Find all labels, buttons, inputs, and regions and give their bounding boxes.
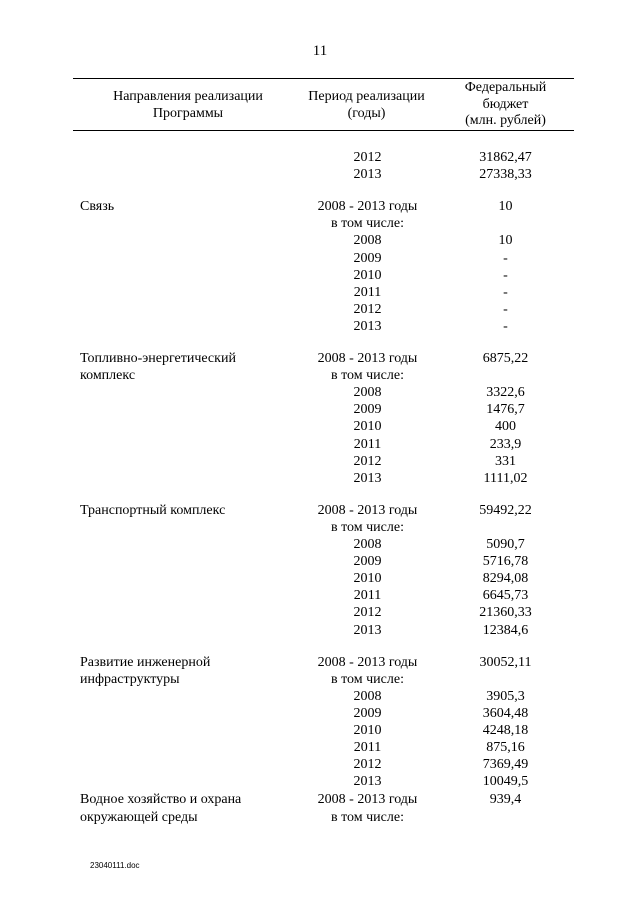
table-row	[0, 553, 640, 570]
table-row	[0, 215, 640, 232]
row-direction: Развитие инженерной	[80, 654, 211, 670]
table-row	[0, 722, 640, 739]
row-period: 2012	[353, 605, 382, 621]
row-budget: 8294,08	[482, 571, 529, 587]
row-budget: 5716,78	[482, 554, 529, 570]
table-row	[0, 401, 640, 418]
table-row	[0, 791, 640, 808]
row-budget: 331	[495, 453, 516, 469]
row-budget: 12384,6	[482, 622, 529, 638]
row-budget: 1476,7	[486, 402, 525, 418]
row-period: в том числе:	[331, 216, 404, 232]
table-row	[0, 587, 640, 604]
table-row	[0, 570, 640, 587]
row-period: 2009	[353, 250, 382, 266]
row-period: 2009	[353, 705, 382, 721]
table-row	[0, 453, 640, 470]
table-row	[0, 519, 640, 536]
row-budget: 939,4	[489, 792, 522, 808]
row-budget: 6875,22	[482, 351, 529, 366]
row-budget: 5090,7	[486, 537, 525, 552]
row-period: в том числе:	[331, 809, 404, 825]
row-budget: 1111,02	[483, 470, 528, 486]
row-budget: 59492,22	[479, 502, 532, 518]
row-period: 2011	[353, 588, 382, 604]
table-row	[0, 367, 640, 384]
header-budget-line-3: (млн. рублей)	[465, 113, 546, 128]
row-period: 2008 - 2013 годы	[317, 654, 418, 670]
table-row	[0, 739, 640, 756]
row-direction: инфраструктуры	[80, 671, 180, 687]
page-number: 11	[312, 43, 328, 59]
row-budget: 6645,73	[482, 588, 529, 604]
row-period: 2012	[353, 150, 382, 165]
row-direction: окружающей среды	[80, 809, 198, 825]
row-period: 2013	[353, 318, 382, 334]
row-direction: Транспортный комплекс	[80, 502, 226, 518]
row-period: 2010	[353, 419, 382, 435]
table-row	[0, 773, 640, 790]
row-period: 2008 - 2013 годы	[317, 792, 418, 808]
row-budget: 233,9	[489, 436, 522, 452]
row-budget: -	[503, 267, 508, 283]
row-period: 2008	[353, 385, 382, 401]
row-budget: 31862,47	[479, 150, 532, 165]
table-row	[0, 198, 640, 215]
row-direction: Топливно-энергетический	[80, 351, 236, 366]
row-budget: 27338,33	[479, 167, 532, 183]
row-budget: 10	[498, 199, 513, 215]
table-row	[0, 436, 640, 453]
row-budget: -	[503, 284, 508, 300]
row-budget: -	[503, 301, 508, 317]
table-row	[0, 232, 640, 249]
row-period: 2011	[353, 284, 382, 300]
row-period: 2013	[353, 470, 382, 486]
table-row	[0, 604, 640, 621]
row-budget: 875,16	[486, 740, 525, 756]
row-budget: 3322,6	[486, 385, 525, 401]
row-period: в том числе:	[331, 671, 404, 687]
header-period-line-1: Период реализации	[308, 89, 425, 104]
row-direction: Связь	[80, 199, 115, 215]
row-budget: 3604,48	[482, 705, 529, 721]
row-budget: 4248,18	[482, 723, 529, 738]
table-row	[0, 809, 640, 826]
row-period: 2013	[353, 622, 382, 638]
row-budget: -	[503, 250, 508, 266]
table-row	[0, 350, 640, 367]
row-budget: 400	[495, 419, 516, 435]
row-period: в том числе:	[331, 519, 404, 535]
row-period: 2009	[353, 554, 382, 570]
row-period: 2010	[353, 723, 382, 738]
table-row	[0, 654, 640, 671]
table-row	[0, 688, 640, 705]
row-period: 2011	[353, 436, 382, 452]
row-period: 2008 - 2013 годы	[317, 199, 418, 215]
row-budget: 3905,3	[486, 688, 525, 704]
table-row	[0, 149, 640, 166]
header-direction-line-2: Программы	[152, 105, 224, 121]
table-row	[0, 622, 640, 639]
table-row	[0, 502, 640, 519]
row-budget: 7369,49	[482, 757, 529, 773]
row-period: 2008 - 2013 годы	[317, 502, 418, 518]
row-budget: 10049,5	[482, 774, 529, 790]
header-budget-line-2: бюджет	[482, 96, 529, 112]
table-row	[0, 267, 640, 284]
row-period: 2008	[353, 688, 382, 704]
table-row	[0, 384, 640, 401]
row-period: 2011	[353, 740, 382, 756]
table-row	[0, 536, 640, 553]
row-period: в том числе:	[331, 368, 404, 384]
row-period: 2010	[353, 571, 382, 587]
row-period: 2009	[353, 402, 382, 418]
row-budget: 21360,33	[479, 605, 532, 621]
row-direction: комплекс	[80, 368, 136, 384]
file-name: 23040111.doc	[90, 861, 140, 870]
row-budget: -	[503, 318, 508, 334]
table-row	[0, 470, 640, 487]
table-row	[0, 166, 640, 183]
table-row	[0, 705, 640, 722]
header-budget-line-1: Федеральный	[464, 80, 547, 95]
row-period: 2012	[353, 453, 382, 469]
header-period-line-2: (годы)	[347, 105, 386, 121]
row-direction: Водное хозяйство и охрана	[80, 792, 242, 808]
table-row	[0, 250, 640, 267]
row-period: 2013	[353, 774, 382, 790]
table-row	[0, 671, 640, 688]
row-period: 2012	[353, 757, 382, 773]
table-row	[0, 284, 640, 301]
row-period: 2008	[353, 233, 382, 249]
row-period: 2012	[353, 301, 382, 317]
table-row	[0, 301, 640, 318]
row-budget: 30052,11	[479, 654, 532, 670]
row-budget: 10	[498, 233, 513, 249]
row-period: 2008 - 2013 годы	[317, 351, 418, 366]
table-row	[0, 318, 640, 335]
row-period: 2008	[353, 537, 382, 552]
row-period: 2010	[353, 267, 382, 283]
header-direction-line-1: Направления реализации	[113, 89, 263, 104]
row-period: 2013	[353, 167, 382, 183]
table-row	[0, 418, 640, 435]
table-row	[0, 756, 640, 773]
